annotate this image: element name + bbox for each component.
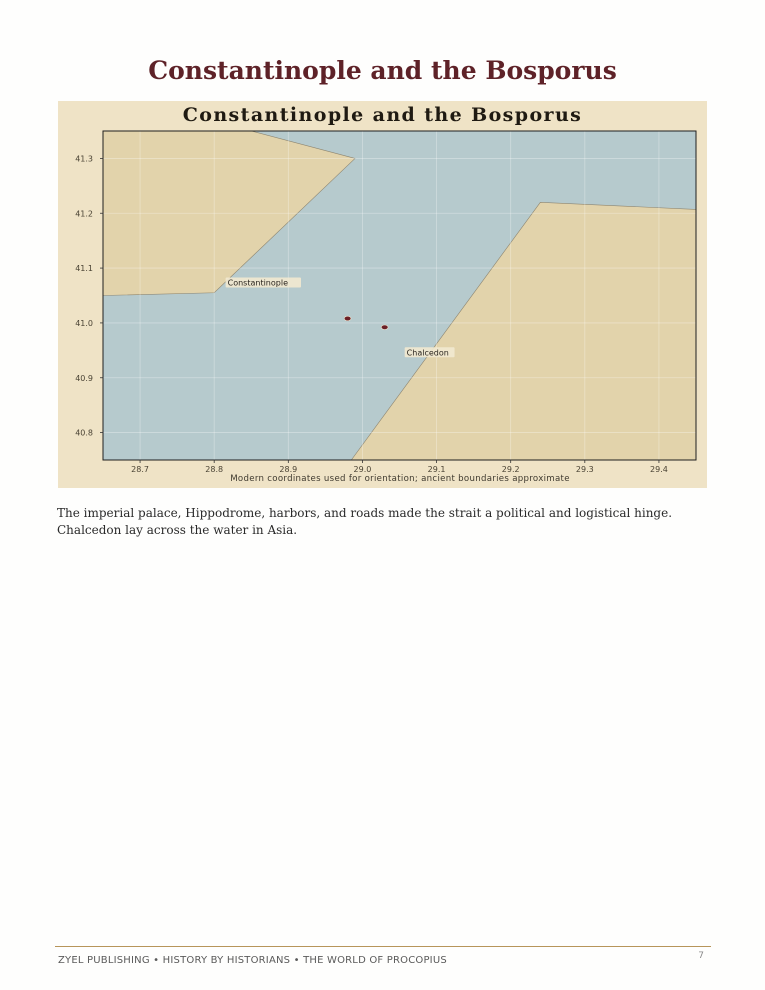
page-title: Constantinople and the Bosporus	[148, 56, 617, 85]
y-tick-label: 40.8	[75, 428, 93, 438]
footer-text: ZYEL PUBLISHING • HISTORY BY HISTORIANS • THE WORLD OF PROCOPIUS	[58, 955, 447, 966]
map-plot-area	[75, 131, 696, 474]
place-marker	[344, 316, 351, 321]
x-tick-label: 29.2	[501, 465, 520, 474]
place-marker	[381, 325, 388, 330]
x-tick-label: 29.3	[575, 465, 594, 474]
x-tick-label: 29.4	[650, 465, 668, 474]
y-tick-label: 40.9	[75, 373, 93, 383]
place-label: Chalcedon	[406, 348, 449, 358]
x-tick-label: 28.9	[279, 465, 298, 474]
footer-divider	[55, 946, 711, 947]
map-figure	[58, 101, 707, 488]
bosporus-map	[58, 101, 707, 488]
place-label: Constantinople	[227, 278, 288, 288]
y-tick-label: 41.3	[75, 154, 93, 164]
map-title: Constantinople and the Bosporus	[182, 104, 583, 126]
page-number: 7	[698, 951, 704, 961]
x-tick-label: 28.8	[205, 465, 224, 474]
x-tick-label: 29.1	[427, 465, 446, 474]
body-paragraph	[57, 505, 717, 538]
x-tick-label: 28.7	[131, 465, 149, 474]
y-tick-label: 41.1	[75, 264, 93, 274]
y-tick-label: 41.0	[75, 318, 93, 328]
y-tick-label: 41.2	[75, 209, 93, 219]
body-line: Chalcedon lay across the water in Asia.	[57, 522, 298, 537]
body-line: The imperial palace, Hippodrome, harbors, and roads made the strait a political and logistical hinge.	[57, 506, 673, 520]
map-caption: Modern coordinates used for orientation; ancient boundaries approximate	[230, 474, 570, 484]
x-tick-label: 29.0	[353, 465, 372, 474]
